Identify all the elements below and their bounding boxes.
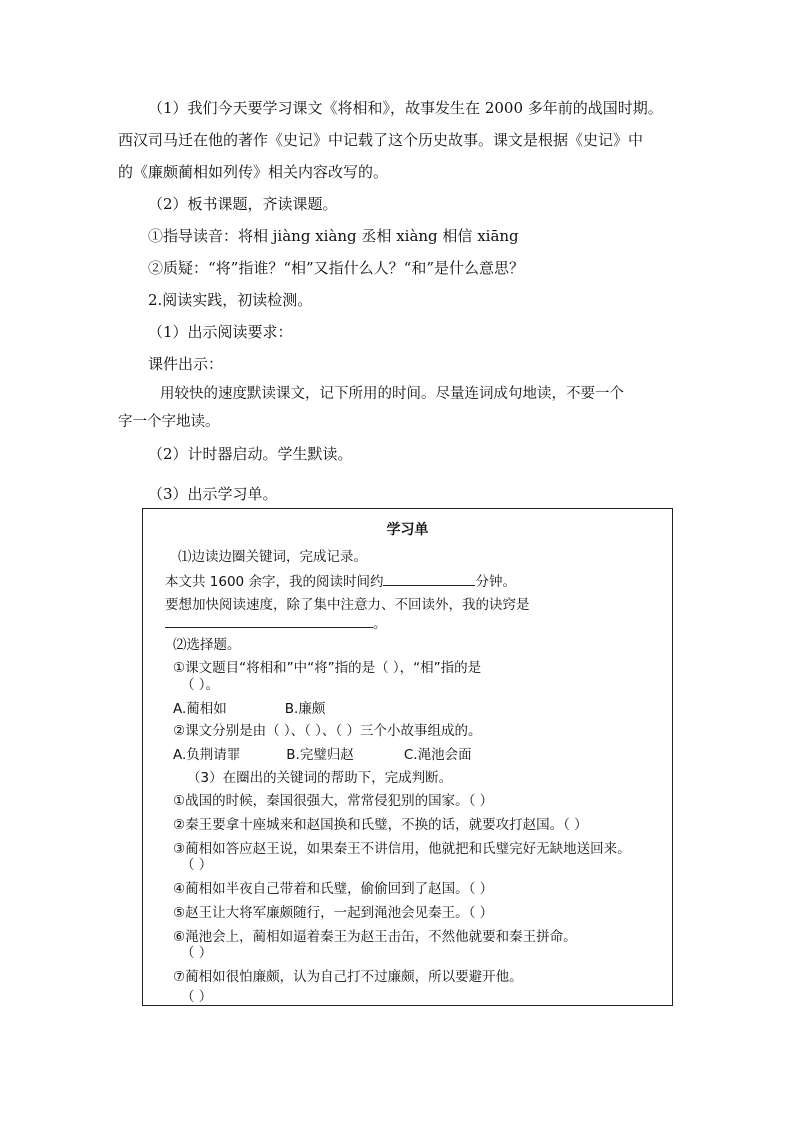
option-c-mian-chi: C.渑池会面 (403, 747, 472, 763)
step-reading-requirements: （1）出示阅读要求： (148, 323, 293, 341)
worksheet-q2-options2 (173, 745, 653, 765)
judge-item-1: ①战国的时候，秦国很强大，常常侵犯别的国家。（ ） (173, 793, 494, 809)
judge-item-4: ④蔺相如半夜自己带着和氏璧，偷偷回到了赵国。（ ） (173, 881, 494, 897)
worksheet-q2-1: ①课文题目“将相和”中“将”指的是（ ），“相”指的是 (173, 660, 482, 676)
paragraph-intro-line3: 的《廉颇蔺相如列传》相关内容改写的。 (118, 163, 389, 181)
reading-time-prefix: 本文共 1600 余字，我的阅读时间约 (165, 574, 384, 590)
judge-item-6: ⑥渑池会上，蔺相如逼着秦王为赵王击缶，不然他就要和秦王拼命。 (173, 929, 577, 945)
judge-item-6-blank: （ ） (181, 945, 213, 961)
judge-item-3-blank: （ ） (181, 857, 213, 873)
option-a-fu-jing: A.负荆请罪 (173, 747, 241, 763)
courseware-text-line2: 字一个字地读。 (118, 414, 220, 430)
option-b-wan-bi: B.完璧归赵 (286, 747, 354, 763)
judge-item-2: ②秦王要拿十座城来和赵国换和氏璧，不换的话，就要攻打赵国。（ ） (173, 817, 588, 833)
judge-item-3: ③蔺相如答应赵王说，如果秦王不讲信用，他就把和氏璧完好无缺地送回来。 (173, 841, 631, 857)
tip-blank[interactable] (165, 613, 373, 628)
paragraph-intro-line1: （1）我们今天要学习课文《将相和》，故事发生在 2000 多年前的战国时期。 (148, 99, 663, 117)
step-pronunciation: ①指导读音：将相 jiàng xiàng 丞相 xiàng 相信 xiāng (148, 227, 519, 245)
reading-time-blank[interactable] (383, 571, 475, 586)
worksheet-q2-1b: （ ）。 (181, 677, 220, 693)
section-reading-practice: 2.阅读实践，初读检测。 (148, 291, 313, 309)
step-worksheet: （3）出示学习单。 (148, 485, 278, 503)
worksheet-q1-reading-time (165, 571, 645, 592)
step-board-title: （2）板书课题，齐读课题。 (148, 195, 338, 213)
option-a-lin-xiangru: A.蔺相如 (173, 701, 227, 717)
step-question: ②质疑：“将”指谁？“相”又指什么人？“和”是什么意思？ (148, 259, 525, 277)
worksheet-title: 学习单 (386, 522, 429, 538)
worksheet-q1: ⑴边读边圈关键词，完成记录。 (178, 549, 367, 565)
courseware-label: 课件出示： (148, 355, 224, 373)
tip-end: 。 (373, 616, 387, 632)
worksheet-box (142, 508, 673, 1006)
judge-item-7-blank: （ ） (181, 989, 213, 1005)
step-timer: （2）计时器启动。学生默读。 (148, 445, 353, 463)
worksheet-q1-tip-blank-line (165, 613, 645, 634)
worksheet-q2: ⑵选择题。 (173, 637, 241, 653)
judge-item-7: ⑦蔺相如很怕廉颇，认为自己打不过廉颇，所以要避开他。 (173, 969, 523, 985)
worksheet-q3: （3）在圈出的关键词的帮助下，完成判断。 (187, 770, 453, 786)
worksheet-q1-tip: 要想加快阅读速度，除了集中注意力、不回读外，我的诀窍是 (165, 597, 530, 613)
worksheet-q2-2: ②课文分别是由（ ）、（ ）、（ ）三个小故事组成的。 (173, 723, 482, 739)
courseware-text-line1: 用较快的速度默读课文，记下所用的时间。尽量连词成句地读，不要一个 (160, 386, 624, 402)
reading-time-suffix: 分钟。 (475, 574, 516, 590)
option-b-lian-po: B.廉颇 (284, 701, 326, 717)
judge-item-5: ⑤赵王让大将军廉颇随行，一起到渑池会见秦王。（ ） (173, 905, 494, 921)
paragraph-intro-line2: 西汉司马迁在他的著作《史记》中记载了这个历史故事。课文是根据《史记》中 (118, 131, 644, 149)
worksheet-q2-options1 (173, 699, 653, 719)
